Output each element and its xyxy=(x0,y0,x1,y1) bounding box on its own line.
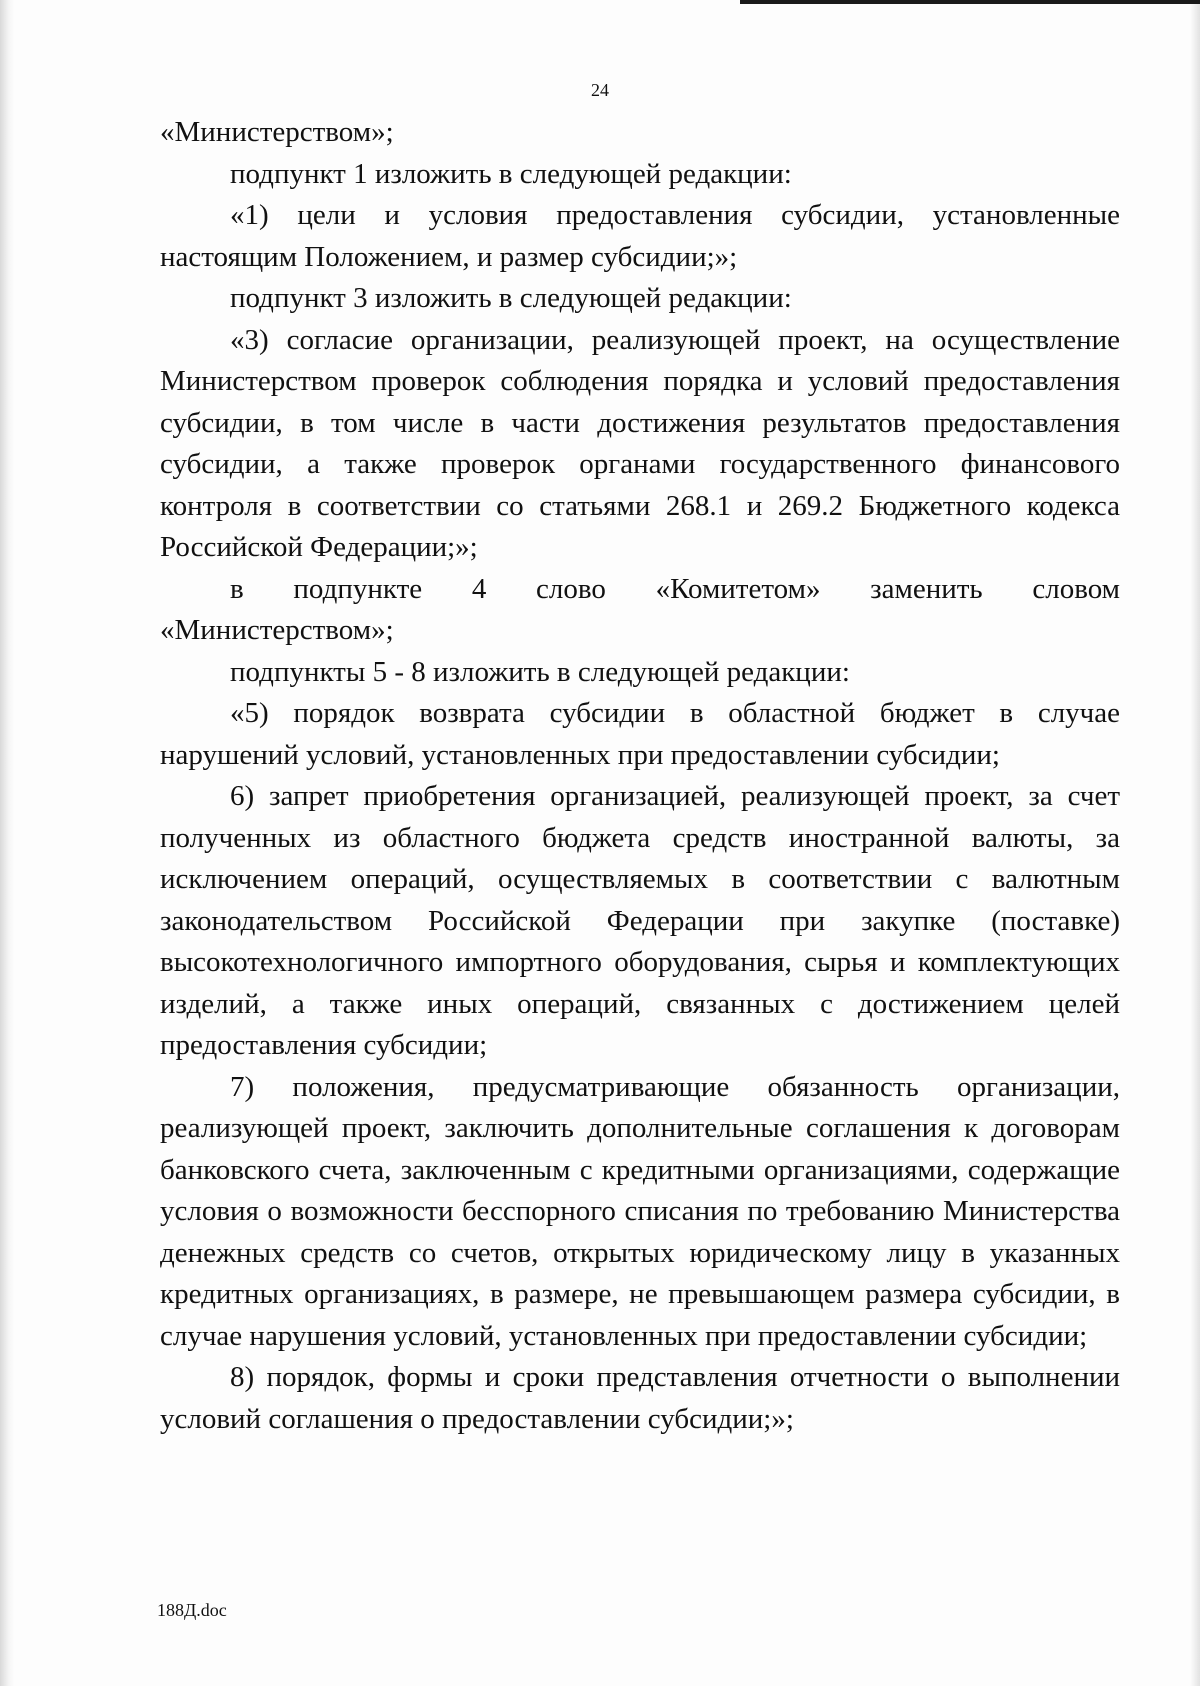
footer-filename: 188Д.doc xyxy=(157,1600,227,1620)
document-body xyxy=(160,112,1120,1440)
page-number: 24 xyxy=(591,80,609,100)
paragraph: подпункты 5 - 8 изложить в следующей редакции: xyxy=(230,655,850,688)
paragraph: 8) порядок, формы и сроки представления отчетности о выполнении условий соглашения о предоставлении субсидии;»; xyxy=(160,1361,1120,1435)
paragraph: в подпункте 4 слово «Комитетом» заменить словом xyxy=(230,572,1120,605)
paragraph: «Министерством»; xyxy=(160,116,394,148)
scan-edge-left xyxy=(0,0,14,1686)
paragraph: «3) согласие организации, реализующей проект, на осуществление Министерством проверок соблюдения порядка и условий предоставления субсидии, в том числе в части достижения результатов предоставления субсидии, а также проверок органами государственного финансового контроля в соответствии со статьями 268.1 и 269.2 Бюджетного кодекса Российской Федерации;»; xyxy=(160,323,1120,563)
paragraph: подпункт 1 изложить в следующей редакции: xyxy=(230,157,792,190)
scan-top-line xyxy=(740,0,1200,4)
scan-edge-right xyxy=(1190,0,1200,1686)
paragraph: «1) цели и условия предоставления субсидии, установленные настоящим Положением, и размер субсидии;»; xyxy=(160,199,1120,273)
paragraph: 6) запрет приобретения организацией, реализующей проект, за счет полученных из областного бюджета средств иностранной валюты, за исключением операций, осуществляемых в соответствии с валютным законодательством Российской Федерации при закупке (поставке) высокотехнологичного импортного оборудования, сырья и комплектующих изделий, а также иных операций, связанных с достижением целей предоставления субсидии; xyxy=(160,780,1120,1061)
paragraph: «5) порядок возврата субсидии в областной бюджет в случае нарушений условий, установленных при предоставлении субсидии; xyxy=(160,697,1120,771)
paragraph: 7) положения, предусматривающие обязанность организации, реализующей проект, заключить дополнительные соглашения к договорам банковского счета, заключенным с кредитными организациями, содержащие условия о возможности бесспорного списания по требованию Министерства денежных средств со счетов, открытых юридическому лицу в указанных кредитных организациях, в размере, не превышающем размера субсидии, в случае нарушения условий, установленных при предоставлении субсидии; xyxy=(160,1070,1120,1352)
paragraph: «Министерством»; xyxy=(160,614,394,646)
paragraph: подпункт 3 изложить в следующей редакции: xyxy=(230,282,792,314)
